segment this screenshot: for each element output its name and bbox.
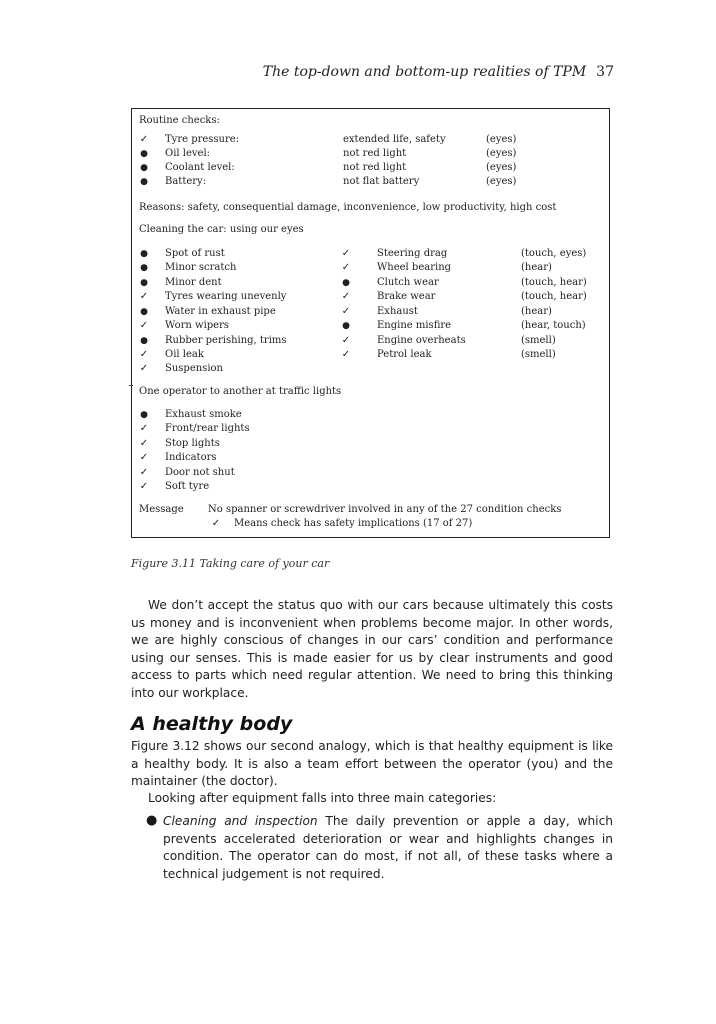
cleaning-right-item-3: Clutch wear xyxy=(377,277,439,288)
routine-mark-3: ● xyxy=(140,163,148,173)
page-number: 37 xyxy=(596,64,614,80)
section-heading: A healthy body xyxy=(131,713,293,735)
routine-effect-2: not red light xyxy=(343,148,407,159)
cleaning-right-sense-5: (hear) xyxy=(521,306,552,317)
routine-effect-1: extended life, safety xyxy=(343,134,446,145)
cleaning-left-mark-9: ✓ xyxy=(139,363,149,374)
cleaning-right-sense-7: (smell) xyxy=(521,335,556,346)
cleaning-right-mark-4: ✓ xyxy=(341,291,351,302)
routine-sense-4: (eyes) xyxy=(486,176,517,187)
cleaning-left-mark-3: ● xyxy=(140,278,148,288)
paragraph-1: We don’t accept the status quo with our cars because ultimately this costs us money and is inconvenient when problems become major. In other words, we are highly conscious of changes in our cars’ condition and performance using our senses. This is made easier for us by clear instruments and good access to parts which need regular attention. We need to bring this thinking into our workplace. xyxy=(131,598,613,700)
routine-effect-3: not red light xyxy=(343,162,407,173)
cleaning-right-mark-5: ✓ xyxy=(341,306,351,317)
cleaning-left-mark-4: ✓ xyxy=(139,291,149,302)
cleaning-right-mark-8: ✓ xyxy=(341,349,351,360)
cleaning-left-mark-8: ✓ xyxy=(139,349,149,360)
cleaning-right-sense-2: (hear) xyxy=(521,262,552,273)
operator-mark-1: ● xyxy=(140,410,148,420)
cleaning-right-mark-6: ● xyxy=(342,321,350,331)
cleaning-left-mark-7: ● xyxy=(140,336,148,346)
operator-item-6: Soft tyre xyxy=(165,481,210,492)
cleaning-left-item-7: Rubber perishing, trims xyxy=(165,335,287,346)
cleaning-left-mark-1: ● xyxy=(140,249,148,259)
operator-mark-4: ✓ xyxy=(139,452,149,463)
routine-sense-1: (eyes) xyxy=(486,134,517,145)
message-line-2: Means check has safety implications (17 of 27) xyxy=(234,518,473,529)
cleaning-left-item-3: Minor dent xyxy=(165,277,222,288)
cleaning-left-item-5: Water in exhaust pipe xyxy=(165,306,276,317)
cleaning-left-item-9: Suspension xyxy=(165,363,223,374)
cleaning-left-item-4: Tyres wearing unevenly xyxy=(165,291,287,302)
message-check-mark: ✓ xyxy=(211,518,221,529)
cleaning-left-mark-6: ✓ xyxy=(139,320,149,331)
routine-effect-4: not flat battery xyxy=(343,176,420,187)
cleaning-left-mark-2: ● xyxy=(140,263,148,273)
routine-item-2: Oil level: xyxy=(165,148,211,159)
bullet-text: The daily prevention or apple a day, which prevents accelerated deterioration or wear and highlights changes in condition. The operator can do most, if not all, of these tasks where a technical judgement is not required. xyxy=(163,814,613,881)
cleaning-right-sense-6: (hear, touch) xyxy=(521,320,586,331)
operator-mark-5: ✓ xyxy=(139,467,149,478)
running-header xyxy=(263,64,614,80)
routine-item-4: Battery: xyxy=(165,176,207,187)
operator-mark-6: ✓ xyxy=(139,481,149,492)
operator-item-3: Stop lights xyxy=(165,438,220,449)
message-label: Message xyxy=(139,504,184,515)
operator-heading: One operator to another at traffic lights xyxy=(139,386,342,397)
cleaning-right-sense-8: (smell) xyxy=(521,349,556,360)
cleaning-left-item-2: Minor scratch xyxy=(165,262,237,273)
bullet-item xyxy=(163,813,613,883)
routine-mark-4: ● xyxy=(140,177,148,187)
routine-mark-1: ✓ xyxy=(139,134,149,145)
cleaning-right-item-1: Steering drag xyxy=(377,248,448,259)
cleaning-right-sense-1: (touch, eyes) xyxy=(521,248,587,259)
cleaning-heading: Cleaning the car: using our eyes xyxy=(139,224,304,235)
reasons-line: Reasons: safety, consequential damage, inconvenience, low productivity, high cost xyxy=(139,202,557,213)
operator-mark-2: ✓ xyxy=(139,423,149,434)
cleaning-right-sense-4: (touch, hear) xyxy=(521,291,587,302)
routine-checks-heading: Routine checks: xyxy=(139,115,220,126)
running-header-title: The top-down and bottom-up realities of TPM xyxy=(262,64,587,80)
cleaning-right-item-8: Petrol leak xyxy=(377,349,432,360)
routine-sense-2: (eyes) xyxy=(486,148,517,159)
routine-item-3: Coolant level: xyxy=(165,162,235,173)
cleaning-right-mark-1: ✓ xyxy=(341,248,351,259)
cleaning-right-mark-3: ● xyxy=(342,278,350,288)
bullet-lead: Cleaning and inspection xyxy=(163,814,318,828)
paragraph-3: Looking after equipment falls into three main categories: xyxy=(148,791,497,805)
paragraph-2: Figure 3.12 shows our second analogy, which is that healthy equipment is like a healthy body. It is also a team effort between the operator (you) and the maintainer (the doctor). xyxy=(131,739,613,788)
operator-item-4: Indicators xyxy=(165,452,217,463)
operator-item-5: Door not shut xyxy=(165,467,235,478)
message-line-1: No spanner or screwdriver involved in any of the 27 condition checks xyxy=(208,504,562,515)
figure-box xyxy=(131,108,610,538)
routine-sense-3: (eyes) xyxy=(486,162,517,173)
figure-caption: Figure 3.11 Taking care of your car xyxy=(131,557,330,570)
cleaning-left-item-6: Worn wipers xyxy=(165,320,230,331)
cleaning-right-item-7: Engine overheats xyxy=(377,335,466,346)
operator-item-2: Front/rear lights xyxy=(165,423,250,434)
operator-mark-3: ✓ xyxy=(139,438,149,449)
routine-mark-2: ● xyxy=(140,149,148,159)
cleaning-right-item-5: Exhaust xyxy=(377,306,418,317)
margin-rule xyxy=(129,385,133,386)
cleaning-right-mark-2: ✓ xyxy=(341,262,351,273)
cleaning-right-item-4: Brake wear xyxy=(377,291,436,302)
cleaning-left-item-1: Spot of rust xyxy=(165,248,225,259)
operator-item-1: Exhaust smoke xyxy=(165,409,242,420)
routine-item-1: Tyre pressure: xyxy=(165,134,240,145)
cleaning-left-mark-5: ● xyxy=(140,307,148,317)
cleaning-right-mark-7: ✓ xyxy=(341,335,351,346)
cleaning-right-sense-3: (touch, hear) xyxy=(521,277,587,288)
cleaning-right-item-2: Wheel bearing xyxy=(377,262,452,273)
cleaning-left-item-8: Oil leak xyxy=(165,349,204,360)
bullet-marker: ● xyxy=(146,813,158,828)
cleaning-right-item-6: Engine misfire xyxy=(377,320,452,331)
